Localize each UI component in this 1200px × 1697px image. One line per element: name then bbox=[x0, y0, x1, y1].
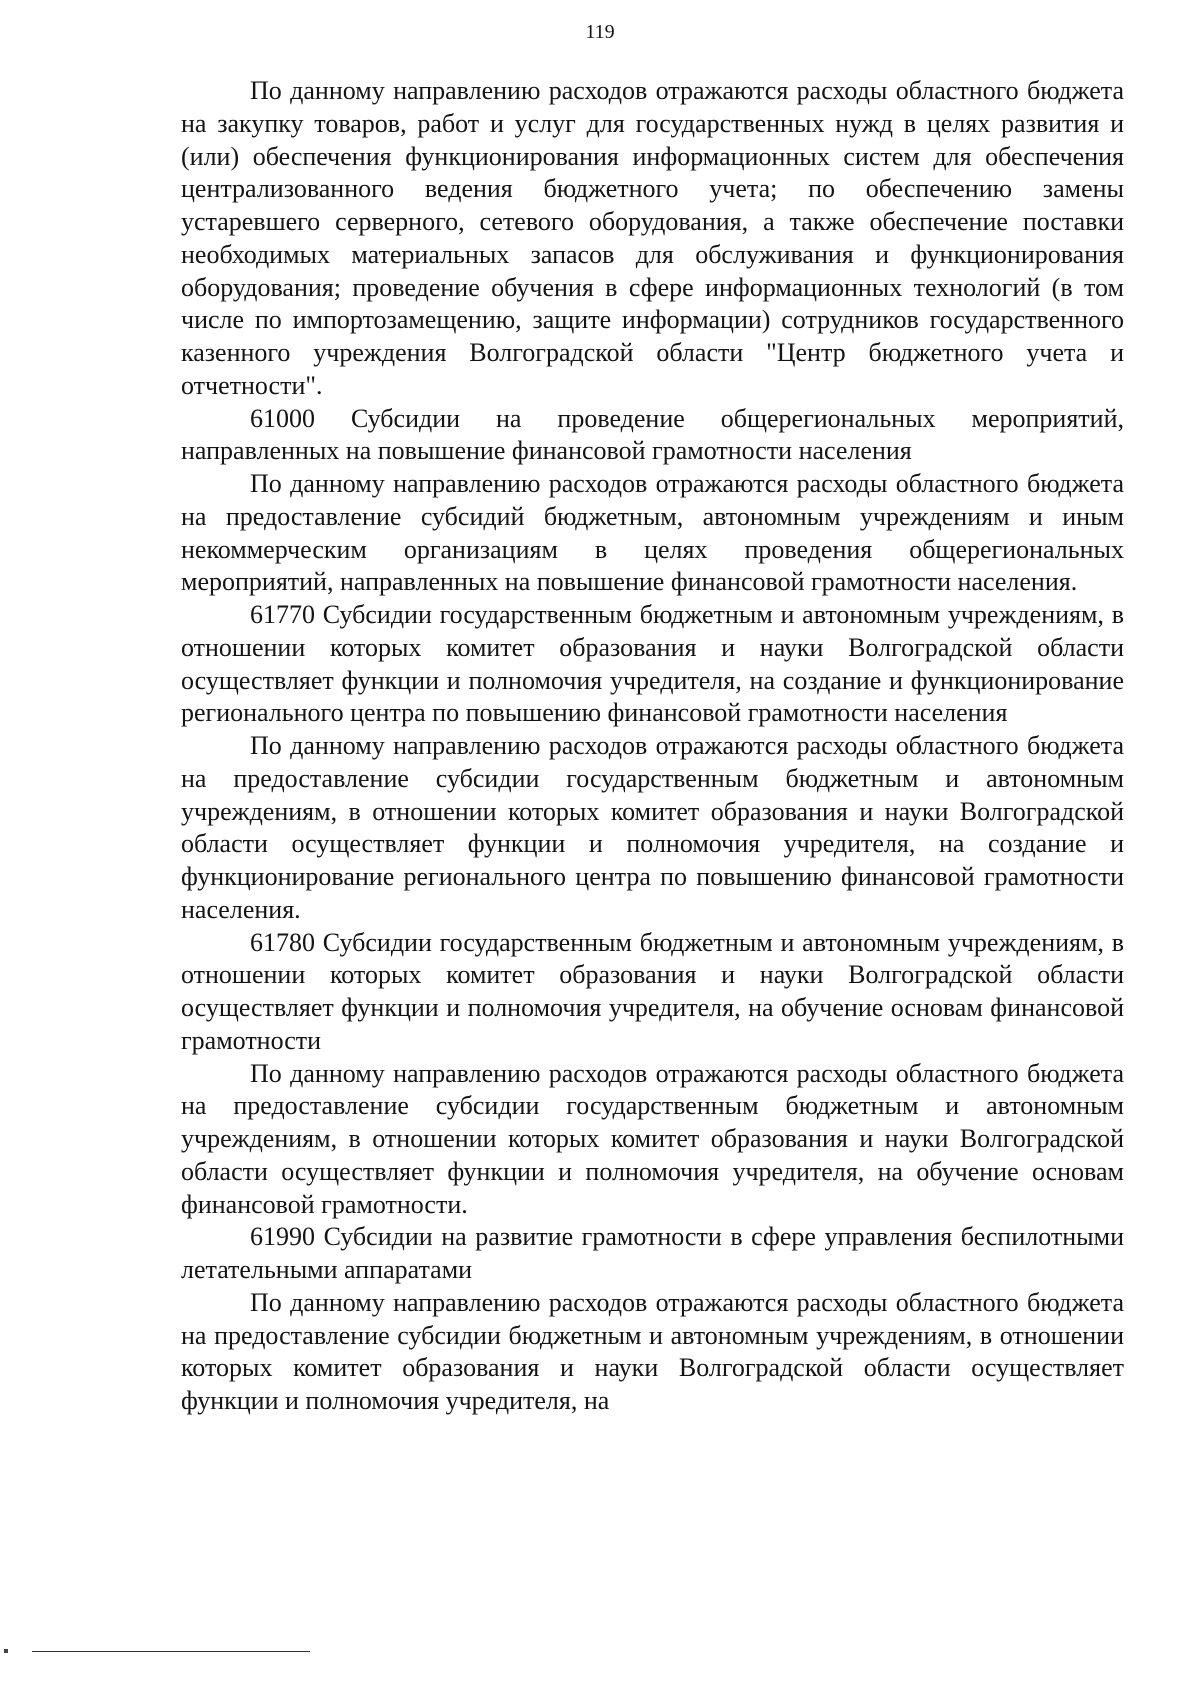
footer-rule bbox=[32, 1651, 310, 1652]
page-number: 119 bbox=[585, 21, 615, 43]
footer-mark bbox=[4, 1649, 8, 1653]
document-body bbox=[181, 75, 1124, 1418]
paragraph-code-61780-description: По данному направлению расходов отражаются расходы областного бюджета на предоставление субсидии государственным бюджетным и автономным учреждениям, в отношении которых комитет образования и науки Волгоградской области осуществляет функции и полномочия учредителя, на обучение основам финансовой грамотности. bbox=[181, 1058, 1124, 1219]
paragraph-code-61770-heading: 61770 Субсидии государственным бюджетным и автономным учреждениям, в отношении которых комитет образования и науки Волгоградской области осуществляет функции и полномочия учредителя, на создание и функционирование регионального центра по повышению финансовой грамотности населения bbox=[181, 600, 1124, 728]
paragraph-expense-description: По данному направлению расходов отражаются расходы областного бюджета на закупку товаров, работ и услуг для государственных нужд в целях развития и (или) обеспечения функционирования информационных систем для обеспечения централизованного ведения бюджетного учета; по обеспечению замены устаревшего серверного, сетевого оборудования, а также обеспечение поставки необходимых материальных запасов для обслуживания и функционирования оборудования; проведение обучения в сфере информационных технологий (в том числе по импортозамещению, защите информации) сотрудников государственного казенного учреждения Волгоградской области "Центр бюджетного учета и отчетности". bbox=[181, 76, 1124, 400]
paragraph-code-61990-heading: 61990 Субсидии на развитие грамотности в сфере управления беспилотными летательными аппаратами bbox=[181, 1222, 1124, 1284]
paragraph-code-61000-description: По данному направлению расходов отражаются расходы областного бюджета на предоставление субсидий бюджетным, автономным учреждениям и иным некоммерческим организациям в целях проведения общерегиональных мероприятий, направленных на повышение финансовой грамотности населения. bbox=[181, 469, 1124, 597]
paragraph-code-61780-heading: 61780 Субсидии государственным бюджетным и автономным учреждениям, в отношении которых комитет образования и науки Волгоградской области осуществляет функции и полномочия учредителя, на обучение основам финансовой грамотности bbox=[181, 927, 1124, 1055]
paragraph-code-61990-description: По данному направлению расходов отражаются расходы областного бюджета на предоставление субсидии бюджетным и автономным учреждениям, в отношении которых комитет образования и науки Волгоградской области осуществляет функции и полномочия учредителя, на bbox=[181, 1287, 1124, 1415]
paragraph-code-61770-description: По данному направлению расходов отражаются расходы областного бюджета на предоставление субсидии государственным бюджетным и автономным учреждениям, в отношении которых комитет образования и науки Волгоградской области осуществляет функции и полномочия учредителя, на создание и функционирование регионального центра по повышению финансовой грамотности населения. bbox=[181, 731, 1124, 924]
paragraph-code-61000-heading: 61000 Субсидии на проведение общерегиональных мероприятий, направленных на повышение финансовой грамотности населения bbox=[181, 403, 1124, 466]
